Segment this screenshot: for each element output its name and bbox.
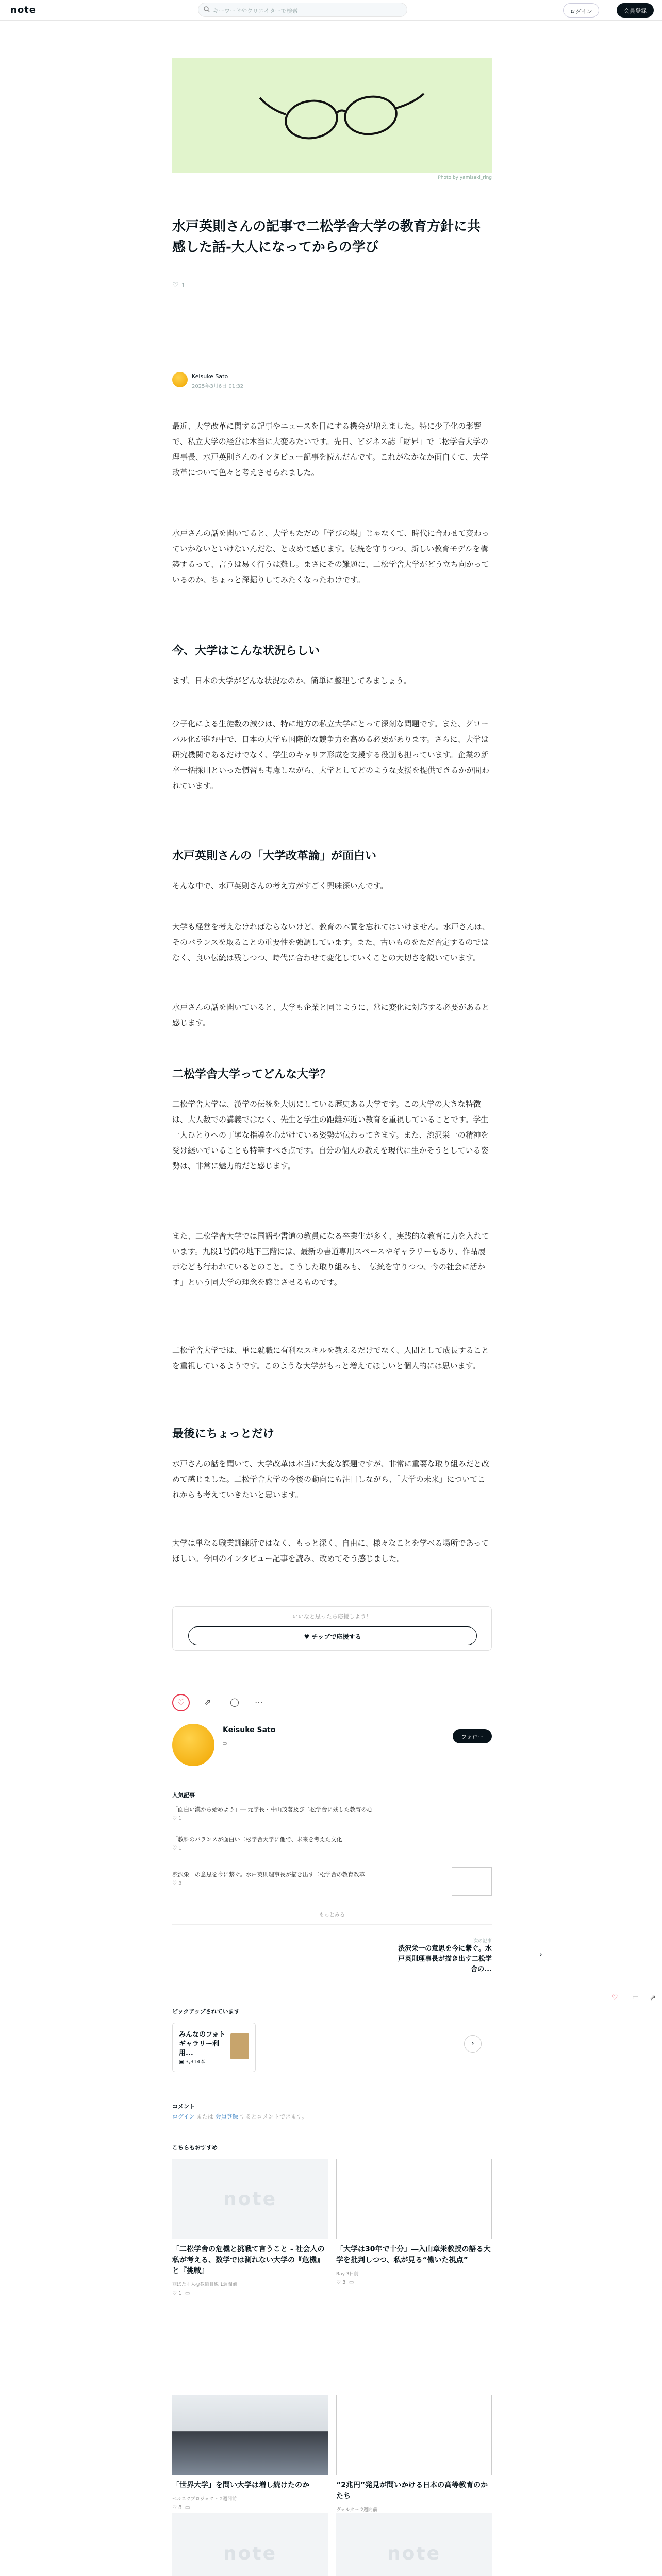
card-author: Ray 3日前 (336, 2272, 359, 2277)
next-label: 次の記事 (473, 1939, 492, 1944)
tip-box (172, 1606, 492, 1651)
comment-login-link[interactable]: ログイン (172, 2113, 195, 2120)
card-thumbnail (336, 2159, 492, 2239)
card-title: “2兆円”発見が問いかける日本の高等教育のかたち (336, 2481, 488, 2500)
card-thumbnail: note (172, 2159, 328, 2239)
popular-article-thumbnail[interactable] (452, 1867, 492, 1896)
paragraph: 少子化による生徒数の減少は、特に地方の私立大学にとって深刻な問題です。また、グローバル化が進む中で、日本の大学も国際的な競争力を高める必要があります。さらに、大学は研究機関であるだけでなく、学生のキャリア形成を支援する役割も担っています。企業の新卒一括採用といった慣習も考慮しながら、大学としてどのような支援を提供できるかが問われています。 (172, 719, 490, 790)
paragraph: 大学は単なる職業訓練所ではなく、もっと深く、自由に、様々なことを学べる場所であってほしい。今回のインタビュー記事を読み、改めてそう感じました。 (172, 1538, 489, 1563)
heart-icon[interactable]: ♡ (172, 281, 179, 290)
search-input[interactable] (198, 3, 407, 17)
more-link[interactable]: もっとみる (172, 1910, 492, 1925)
card-likes: ♡ 1 ▭ (172, 2291, 190, 2296)
publish-date: 2025年3月6日 01:32 (192, 384, 244, 389)
side-comment-icon[interactable]: ▭ (632, 1994, 639, 2002)
recommend-card[interactable] (172, 2159, 328, 2296)
popular-article-link[interactable]: 「教科のバランスが面白い二松学舎大学に他で、未来を考えた文化 (172, 1836, 342, 1843)
popular-heading: 人気記事 (172, 1792, 195, 1799)
card-likes: ♡ 3 ▭ (336, 2280, 354, 2285)
pickup-card[interactable] (172, 2023, 256, 2072)
note-logo[interactable]: note (10, 5, 36, 15)
glasses-illustration (172, 58, 492, 173)
card-title: 「大学は30年で十分」―入山章栄教授の語る大学を批判しつつ、私が見る“働いた視点” (336, 2245, 491, 2264)
paragraph: 二松学舎大学では、単に就職に有利なスキルを教えるだけでなく、人間として成長することを重視しているようです。このような大学がもっと増えてほしいと個人的には思います。 (172, 1346, 489, 1370)
paragraph: 大学も経営を考えなければならないけど、教育の本質を忘れてはいけません。水戸さんは、そのバランスを取ることの重要性を強調しています。また、古いものをただ否定するのではなく、良い伝統は残しつつ、時代に合わせて変化していくことの大切さを説いています。 (172, 922, 490, 962)
card-author: 羽ばたく人@教師目線 1週間前 (172, 2282, 237, 2287)
comment-or-text: または (196, 2113, 213, 2120)
comment-suffix-text: するとコメントできます。 (239, 2113, 308, 2120)
card-author: ベルスクプロジェクト 2週間前 (172, 2497, 237, 2502)
paragraph: 水戸さんの話を聞いていると、大学も企業と同じように、常に変化に対応する必要があると感じます。 (172, 1003, 490, 1027)
next-article-link[interactable] (392, 1937, 492, 1975)
section-heading: 水戸英則さんの「大学改革論」が面白い (172, 850, 377, 862)
follow-button[interactable]: フォロー (453, 1729, 492, 1743)
recommend-card[interactable] (172, 2395, 328, 2511)
signup-button[interactable]: 会員登録 (617, 3, 654, 18)
paragraph: 水戸さんの話を聞いてると、大学もただの「学びの場」じゃなくて、時代に合わせて変わっていかないといけないんだな、と改めて感じます。伝統を守りつつ、新しい教育モデルを構築するって、言うは易く行うは難し。まさにその難題に、二松学舎大学がどう立ち向かっているのか、ちょっと深掘りしてみたくなったわけです。 (172, 529, 489, 584)
like-count: 1 (181, 282, 185, 289)
card-title: 「二松学舎の危機と挑戦て言うこと - 社会人の私が考える、数学では測れない大学の『危機』と『挑戦』 (172, 2245, 325, 2275)
paragraph: そんな中で、水戸英則さんの考え方がすごく興味深いんです。 (172, 881, 388, 890)
comment-icon[interactable]: ◯ (230, 1697, 239, 1707)
next-title: 渋沢栄一の意思を今に繋ぐ。水戸英則理事長が描き出す二松学舎の... (398, 1945, 492, 1973)
popular-article-link[interactable]: 渋沢栄一の意思を今に繋ぐ。水戸英則理事長が描き出す二松学舎の教育改革 (172, 1871, 365, 1878)
recommend-card[interactable] (336, 2395, 492, 2521)
card-likes: ♡ 8 ▭ (172, 2505, 190, 2511)
pickup-count: ▣ 3,314本 (179, 2059, 206, 2065)
login-button[interactable]: ログイン (563, 3, 599, 18)
card-thumbnail (336, 2395, 492, 2475)
recommend-card[interactable] (336, 2159, 492, 2285)
paragraph: また、二松学舎大学では国語や書道の教員になる卒業生が多く、実践的な教育に力を入れています。九段1号館の地下三階には、最新の書道専用スペースやギャラリーもあり、作品展示なども行われているとのこと。こうした取り組みも、「伝統を守りつつ、今の社会に活かす」という同大学の理念を感じさせるものです。 (172, 1231, 489, 1287)
recommend-card[interactable] (336, 2513, 492, 2576)
hero-image (172, 58, 492, 173)
rss-icon[interactable]: ⊃ (223, 1740, 228, 1747)
share-icon[interactable]: ⇗ (204, 1697, 211, 1707)
side-share-icon[interactable]: ⇗ (650, 1994, 656, 2002)
popular-like-count: ♡ 1 (172, 1816, 182, 1821)
pickup-title: みんなのフォトギャラリー利用... (179, 2031, 226, 2057)
tip-button-label: チップで応援する (311, 1633, 361, 1640)
pickup-heading: ピックアップされています (172, 2008, 240, 2015)
recommend-heading: こちらもおすすめ (172, 2144, 218, 2151)
section-heading: 二松学舎大学ってどんな大学？ (172, 1068, 332, 1081)
more-icon[interactable]: ⋯ (255, 1697, 263, 1707)
search-placeholder: キーワードやクリエイターで検索 (213, 8, 298, 14)
author-avatar[interactable] (172, 372, 188, 387)
card-author: ヴォルター 2週間前 (336, 2507, 377, 2513)
recommend-card[interactable] (172, 2513, 328, 2576)
paragraph: まず、日本の大学がどんな状況なのか、簡単に整理してみましょう。 (172, 676, 411, 685)
author-name[interactable]: Keisuke Sato (192, 373, 228, 380)
pickup-thumbnail (230, 2033, 249, 2059)
like-button[interactable]: ♡ (172, 1694, 190, 1711)
profile-name[interactable]: Keisuke Sato (223, 1726, 276, 1734)
card-title: 「世界大学」を問い大学は増し続けたのか (172, 2481, 309, 2489)
tip-text: いいなと思ったら応援しよう！ (292, 1613, 372, 1620)
card-thumbnail: note (172, 2513, 328, 2576)
photo-credit: Photo by yamisaki_ring (438, 175, 492, 180)
paragraph: 水戸さんの話を聞いて、大学改革は本当に大変な課題ですが、非常に重要な取り組みだと改めて感じました。二松学舎大学の今後の動向にも注目しながら、「大学の未来」についてこれからも考えていきたいと思います。 (172, 1459, 489, 1499)
site-header (0, 0, 662, 21)
section-heading: 最後にちょっとだけ (172, 1428, 275, 1440)
tip-button[interactable] (188, 1626, 477, 1645)
search-icon (204, 6, 210, 12)
section-heading: 今、大学はこんな状況らしい (172, 645, 320, 657)
comments-heading: コメント (172, 2103, 195, 2110)
card-thumbnail: note (336, 2513, 492, 2576)
popular-like-count: ♡ 3 (172, 1880, 182, 1886)
side-like-icon[interactable]: ♡ (611, 1994, 618, 2002)
comment-signup-link[interactable]: 会員登録 (215, 2113, 238, 2120)
popular-article-link[interactable]: 「面白い漢から始めよう」― 元学長・中山茂著及び二松学舎に残した教育の心 (172, 1806, 373, 1813)
carousel-next-button[interactable]: › (464, 2035, 482, 2053)
article-title: 水戸英則さんの記事で二松学舎大学の教育方針に共感した話-大人になってからの学び (172, 219, 481, 255)
card-thumbnail (172, 2395, 328, 2475)
comment-login-prompt (172, 2112, 307, 2121)
profile-avatar[interactable] (172, 1724, 214, 1766)
paragraph: 最近、大学改革に関する記事やニュースを目にする機会が増えました。特に少子化の影響で、私立大学の経営は本当に大変みたいです。先日、ビジネス誌「財界」で二松学舎大学の理事長、水戸英則さんのインタビュー記事を読んだんです。これがなかなか面白くて、大学改革について色々と考えさせられました。 (172, 421, 489, 477)
popular-like-count: ♡ 1 (172, 1845, 182, 1851)
tip-icon: ♥ (304, 1633, 312, 1640)
chevron-right-icon: › (539, 1951, 542, 1959)
paragraph: 二松学舎大学は、漢学の伝統を大切にしている歴史ある大学です。この大学の大きな特徴は、大人数での講義ではなく、先生と学生の距離が近い教育を重視していることです。学生一人ひとりへの丁寧な指導を心がけている姿勢が伝わってきます。また、渋沢栄一の精神を受け継いでいることも特筆すべき点です。自分の個人の教えを現代に生かそうとしている姿勢は、非常に魅力的だと感じます。 (172, 1099, 489, 1171)
